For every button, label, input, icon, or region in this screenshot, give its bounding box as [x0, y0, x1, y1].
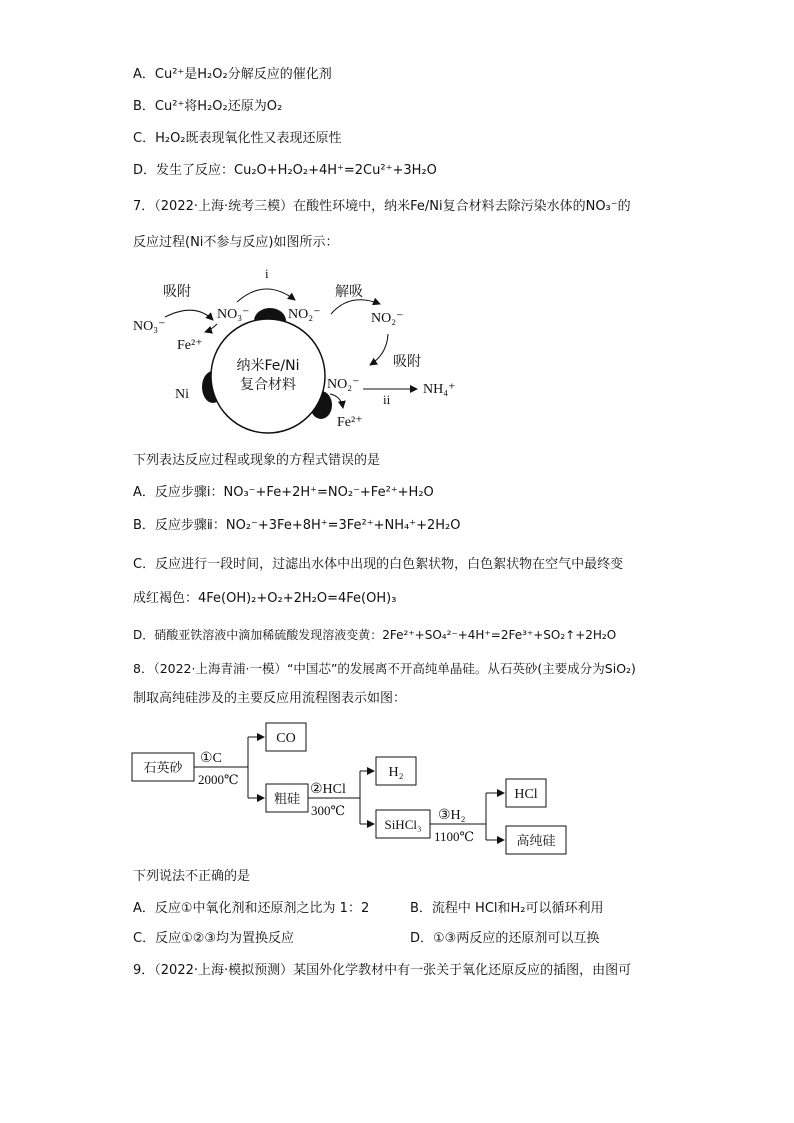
q7-option-a: A．反应步骤ⅰ：NO₃⁻+Fe+2H⁺=NO₂⁻+Fe²⁺+H₂O	[133, 485, 434, 500]
reaction-1-temp: 2000℃	[198, 772, 239, 787]
step-i-label: i	[265, 266, 269, 281]
q6-option-b: B．Cu²⁺将H₂O₂还原为O₂	[133, 99, 283, 114]
step-ii-label: ii	[383, 392, 391, 407]
step-i-arrow	[237, 289, 295, 302]
nitrate-free: NO₃⁻	[133, 319, 166, 334]
q7-stem-line2: 反应过程(Ni不参与反应)如图所示：	[133, 235, 339, 250]
q8-stem-line2: 制取高纯硅涉及的主要反应用流程图表示如图：	[133, 691, 407, 706]
q6-option-a: A．Cu²⁺是H₂O₂分解反应的催化剂	[133, 67, 332, 82]
reaction-2-reagent: ②HCl	[310, 782, 346, 797]
nitrite-adsorbed-right: NO₂⁻	[327, 377, 360, 392]
q8-option-a: A．反应①中氧化剂和还原剂之比为 1：2	[133, 901, 370, 916]
center-label-line2: 复合材料	[240, 377, 296, 393]
q8-question: 下列说法不正确的是	[133, 869, 251, 884]
adsorb-arrow	[165, 310, 213, 320]
adsorb-label-1: 吸附	[163, 284, 191, 300]
nitrate-adsorbed: NO₃⁻	[217, 307, 250, 322]
reaction-3-reagent: ③H₂	[438, 808, 466, 823]
nano-fe-ni-reaction-diagram	[125, 262, 545, 438]
nano-composite-sphere	[211, 319, 325, 433]
q6-option-d: D．发生了反应：Cu₂O+H₂O₂+4H⁺=2Cu²⁺+3H₂O	[133, 163, 437, 178]
adsorb2-arrow	[370, 334, 388, 365]
fe2-ion-right: Fe²⁺	[337, 415, 363, 430]
nitrite-adsorbed-top: NO₂⁻	[288, 307, 321, 322]
high-purity-silicon-flowchart	[128, 718, 578, 858]
q7-option-c-line1: C．反应进行一段时间，过滤出水体中出现的白色絮状物，白色絮状物在空气中最终变	[133, 557, 624, 572]
q8-stem-line1: 8．（2022·上海青浦·一模）“中国芯”的发展离不开高纯单晶硅。从石英砂(主要成分为SiO₂)	[133, 661, 636, 676]
q9-stem-line1: 9．（2022·上海·模拟预测）某国外化学教材中有一张关于氧化还原反应的插图，由图可	[133, 963, 632, 978]
adsorb-label-2: 吸附	[393, 354, 421, 370]
center-label-line1: 纳米Fe/Ni	[236, 358, 300, 374]
ammonium: NH₄⁺	[423, 382, 456, 397]
q8-option-b: B．流程中 HCl和H₂可以循环利用	[410, 901, 604, 916]
q7-question: 下列表达反应过程或现象的方程式错误的是	[133, 453, 381, 468]
q7-option-b: B．反应步骤ⅱ：NO₂⁻+3Fe+8H⁺=3Fe²⁺+NH₄⁺+2H₂O	[133, 518, 461, 533]
q6-option-c: C．H₂O₂既表现氧化性又表现还原性	[133, 131, 342, 146]
q8-option-c: C．反应①②③均为置换反应	[133, 931, 295, 946]
q8-option-d: D．①③两反应的还原剂可以互换	[410, 931, 600, 946]
quartz-sand-label: 石英砂	[143, 761, 183, 776]
co-label: CO	[276, 731, 296, 746]
ni-label: Ni	[175, 387, 189, 402]
hcl-label: HCl	[514, 787, 538, 802]
sihcl3-label: SiHCl₃	[384, 817, 422, 832]
reaction-2-temp: 300℃	[311, 803, 346, 818]
q7-stem-line1: 7．（2022·上海·统考三模）在酸性环境中，纳米Fe/Ni复合材料去除污染水体的NO₃⁻的	[133, 199, 631, 214]
fe2-ion-left: Fe²⁺	[177, 338, 203, 353]
nitrite-free: NO₂⁻	[371, 311, 404, 326]
h2-label: H₂	[388, 765, 404, 780]
q7-option-c-line2: 成红褐色：4Fe(OH)₂+O₂+2H₂O=4Fe(OH)₃	[133, 591, 397, 606]
desorb-label: 解吸	[335, 284, 363, 300]
reaction-1-reagent: ①C	[200, 751, 222, 766]
q7-option-d: D．硝酸亚铁溶液中滴加稀硫酸发现溶液变黄：2Fe²⁺+SO₄²⁻+4H⁺=2Fe³⁺+SO₂↑+2H₂O	[133, 628, 617, 642]
crude-silicon-label: 粗硅	[273, 792, 301, 807]
pure-silicon-label: 高纯硅	[516, 834, 556, 849]
fe2-release-arrow-left	[205, 324, 217, 332]
reaction-3-temp: 1100℃	[434, 829, 475, 844]
